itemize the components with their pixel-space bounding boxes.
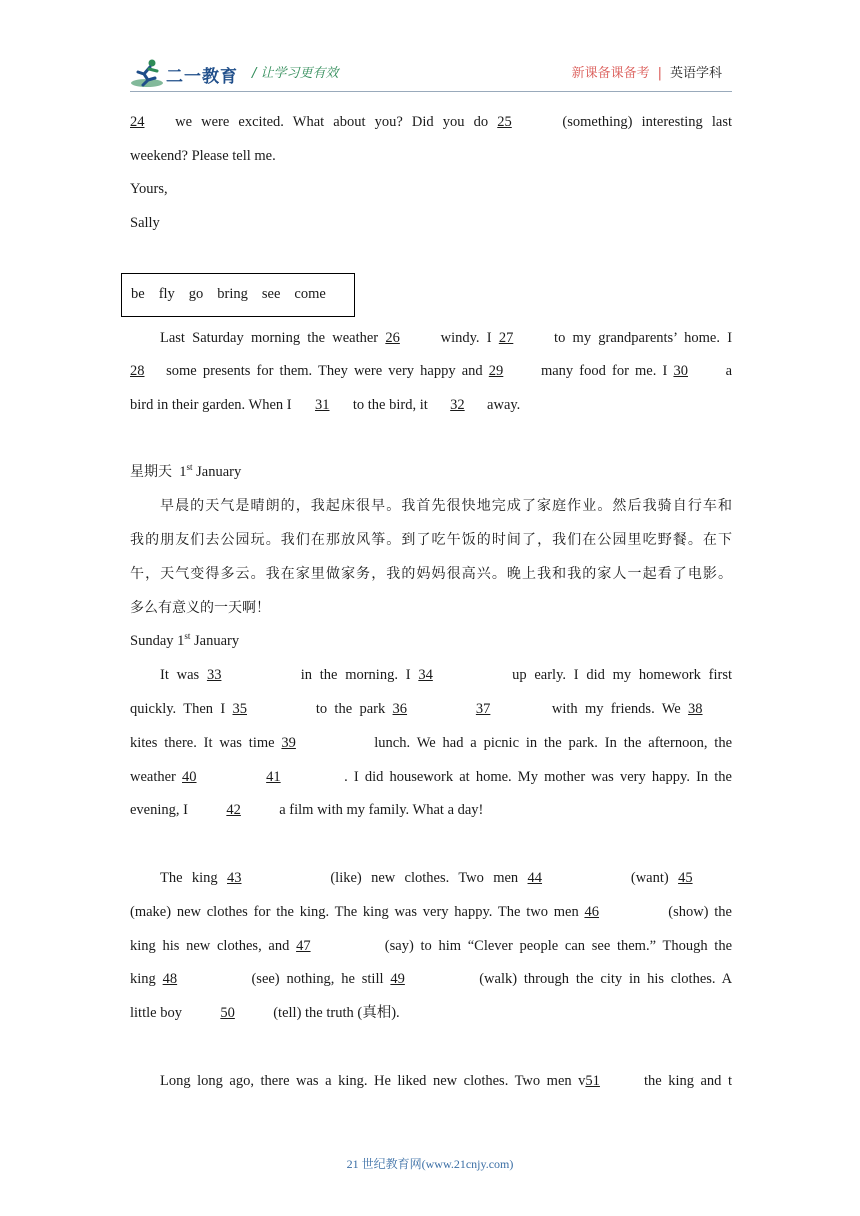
blank-46: 46: [584, 904, 599, 920]
word-item: see: [261, 286, 281, 302]
king-line-4: king 48 (see) nothing, he still 49 (walk) through the city in his clothes. A: [130, 968, 732, 990]
letter-line-2: weekend? Please tell me.: [130, 148, 276, 164]
header-separator: |: [657, 66, 662, 81]
blank-32: 32: [450, 397, 465, 413]
blank-37: 37: [475, 701, 491, 717]
letter-line-1: 24 we were excited. What about you? Did you do 25 (something) interesting last: [130, 111, 732, 133]
blank-43: 43: [227, 870, 242, 886]
word-item: be: [131, 286, 145, 302]
king-line-2: (make) new clothes for the king. The king was very happy. The two men 46 (show) the: [130, 901, 732, 923]
blank-24: 24: [130, 114, 145, 130]
blank-30: 30: [673, 363, 688, 379]
passage1-line-2: 28 some presents for them. They were very happy and 29 many food for me. I 30 a: [130, 360, 732, 382]
blank-39: 39: [281, 735, 296, 751]
diary-en-line-1: It was 33 in the morning. I 34 up early. I did my homework first: [160, 664, 732, 686]
diary-en-line-4: weather 40 41 . I did housework at home. My mother was very happy. In the: [130, 766, 732, 788]
header-right: [572, 62, 722, 81]
blank-26: 26: [385, 330, 400, 346]
header-course-label: 新课备课备考: [571, 66, 650, 81]
diary-en-line-2: quickly. Then I 35 to the park 36 37 with my friends. We 38: [130, 698, 732, 720]
logo-text: 二一教育: [166, 67, 238, 87]
blank-36: 36: [392, 701, 408, 717]
blank-51: 51: [585, 1073, 600, 1089]
blank-35: 35: [232, 701, 247, 717]
passage1-line-1: Last Saturday morning the weather 26 windy. I 27 to my grandparents’ home. I: [160, 327, 732, 349]
king-line-3: king his new clothes, and 47 (say) to him “Clever people can see them.” Though the: [130, 935, 732, 957]
king-line-5: little boy 50 (tell) the truth (真相).: [130, 1002, 732, 1024]
diary-en-title: Sunday 1st January: [130, 631, 240, 649]
blank-34: 34: [418, 667, 433, 683]
blank-42: 42: [226, 802, 241, 818]
blank-47: 47: [296, 938, 311, 954]
runner-logo-icon: [130, 58, 164, 88]
word-item: bring: [217, 286, 248, 302]
blank-40: 40: [182, 769, 197, 785]
diary-cn-title: 星期天 1st January: [130, 462, 242, 480]
blank-25: 25: [497, 114, 512, 130]
blank-44: 44: [527, 870, 543, 886]
diary-cn-line-3: 午，天气变得多云。我在家里做家务，我的妈妈很高兴。晚上我和我的家人一起看了电影。: [130, 566, 732, 582]
last-passage-line-1: Long long ago, there was a king. He liked new clothes. Two men v51 the king and t: [160, 1070, 732, 1092]
word-item: go: [188, 286, 204, 302]
diary-en-line-5: evening, I 42 a film with my family. What a day!: [130, 799, 732, 821]
blank-31: 31: [314, 397, 330, 413]
header-subject-label: 英语学科: [669, 66, 722, 81]
page-footer: 21 世纪教育网(www.21cnjy.com): [346, 1157, 514, 1171]
diary-cn-line-2: 我的朋友们去公园玩。我们在那放风筝。到了吃午饭的时间了，我们在公园里吃野餐。在下: [130, 532, 732, 548]
blank-41: 41: [266, 769, 281, 785]
blank-29: 29: [488, 363, 504, 379]
blank-48: 48: [162, 971, 178, 987]
word-item: fly: [158, 286, 175, 302]
blank-28: 28: [130, 363, 145, 379]
blank-49: 49: [390, 971, 405, 987]
letter-signature: Sally: [130, 215, 160, 231]
passage1-line-3: bird in their garden. When I 31 to the bird, it 32 away.: [130, 394, 732, 416]
diary-cn-line-4: 多么有意义的一天啊！: [130, 600, 270, 616]
blank-38: 38: [688, 701, 703, 717]
blank-33: 33: [206, 667, 222, 683]
header-divider: [130, 91, 732, 92]
blank-45: 45: [678, 870, 693, 886]
blank-27: 27: [498, 330, 514, 346]
diary-cn-line-1: 早晨的天气是晴朗的，我起床很早。我首先很快地完成了家庭作业。然后我骑自行车和: [160, 498, 732, 514]
king-line-1: The king 43 (like) new clothes. Two men 44 (want) 45: [160, 867, 732, 889]
slogan: / 让学习更有效: [252, 66, 339, 81]
word-item: come: [294, 286, 326, 302]
blank-50: 50: [220, 1005, 235, 1021]
page-header: [130, 56, 732, 92]
letter-closing: Yours,: [130, 181, 168, 197]
word-box: [121, 273, 355, 317]
diary-en-line-3: kites there. It was time 39 lunch. We had a picnic in the park. In the afternoon, the: [130, 732, 732, 754]
